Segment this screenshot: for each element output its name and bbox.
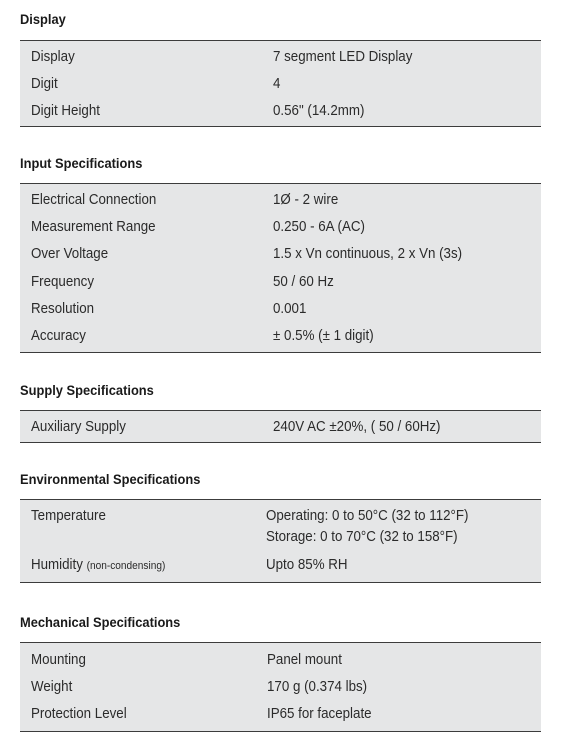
spec-label: Auxiliary Supply bbox=[31, 419, 126, 435]
display-spec-table bbox=[20, 40, 541, 127]
spec-label bbox=[31, 555, 165, 576]
section-title-display: Display bbox=[20, 11, 66, 27]
spec-label: Measurement Range bbox=[31, 219, 156, 235]
environmental-spec-table bbox=[20, 499, 541, 583]
spec-label: Mounting bbox=[31, 652, 86, 668]
spec-label: Frequency bbox=[31, 274, 95, 290]
spec-label: Digit Height bbox=[31, 103, 100, 119]
spec-value: Panel mount bbox=[267, 652, 342, 668]
spec-value: 0.56" (14.2mm) bbox=[273, 103, 365, 119]
spec-value: ± 0.5% (± 1 digit) bbox=[273, 328, 374, 344]
spec-label: Weight bbox=[31, 679, 73, 695]
supply-spec-table bbox=[20, 410, 541, 443]
spec-value: 50 / 60 Hz bbox=[273, 274, 334, 290]
spec-value: Upto 85% RH bbox=[266, 557, 348, 573]
spec-label: Protection Level bbox=[31, 706, 127, 722]
spec-value: 0.250 - 6A (AC) bbox=[273, 219, 365, 235]
spec-label: Resolution bbox=[31, 301, 95, 317]
spec-value: 170 g (0.374 lbs) bbox=[267, 679, 368, 695]
spec-label: Temperature bbox=[31, 508, 106, 524]
spec-value: IP65 for faceplate bbox=[267, 706, 372, 722]
spec-value: 240V AC ±20%, ( 50 / 60Hz) bbox=[273, 419, 441, 435]
mechanical-spec-table bbox=[20, 642, 541, 732]
spec-value: 1Ø - 2 wire bbox=[273, 192, 339, 208]
humidity-note: (non-condensing) bbox=[86, 560, 166, 572]
spec-label: Digit bbox=[31, 76, 58, 92]
spec-label: Display bbox=[31, 49, 75, 65]
spec-value: 4 bbox=[273, 76, 281, 92]
spec-value: 0.001 bbox=[273, 301, 307, 317]
humidity-label: Humidity bbox=[31, 557, 83, 573]
section-title-supply: Supply Specifications bbox=[20, 382, 154, 398]
section-title-environmental: Environmental Specifications bbox=[20, 471, 201, 487]
spec-value: 7 segment LED Display bbox=[273, 49, 413, 65]
spec-label: Electrical Connection bbox=[31, 192, 157, 208]
spec-value: Operating: 0 to 50°C (32 to 112°F) bbox=[266, 508, 469, 524]
input-spec-table bbox=[20, 183, 541, 353]
spec-label: Accuracy bbox=[31, 328, 86, 344]
spec-label: Over Voltage bbox=[31, 246, 109, 262]
spec-value: 1.5 x Vn continuous, 2 x Vn (3s) bbox=[273, 246, 463, 262]
section-title-mechanical: Mechanical Specifications bbox=[20, 614, 181, 630]
section-title-input: Input Specifications bbox=[20, 155, 143, 171]
spec-value: Storage: 0 to 70°C (32 to 158°F) bbox=[266, 529, 458, 545]
